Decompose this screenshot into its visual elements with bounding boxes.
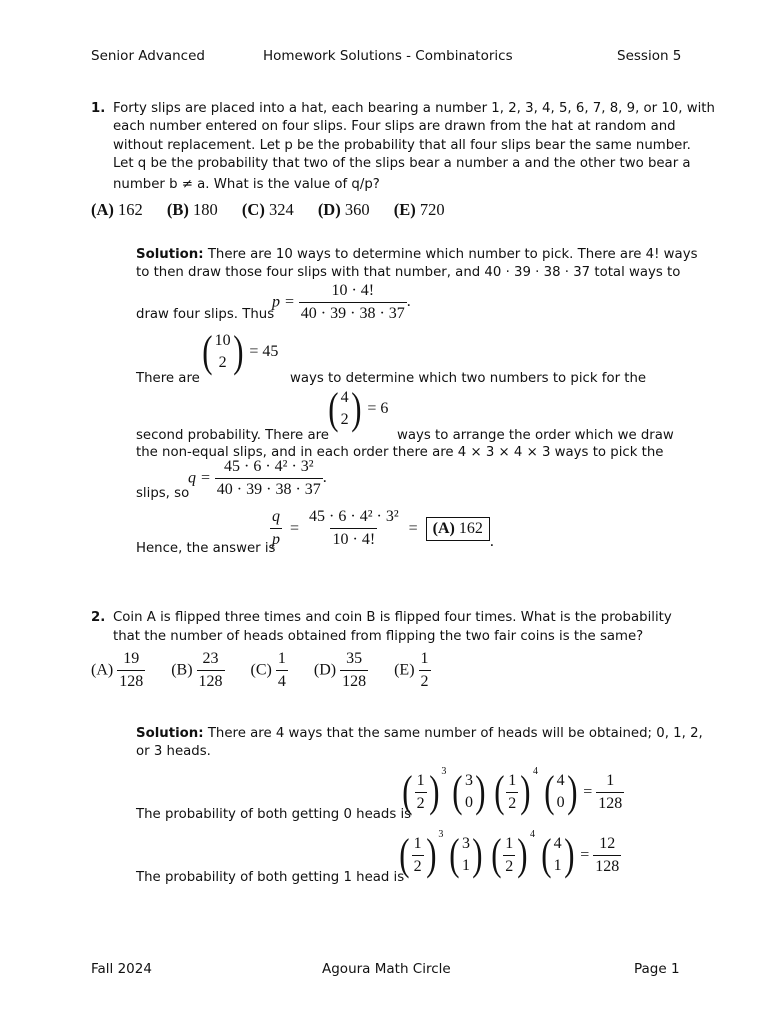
problem-1-line-4: Let q be the probability that two of the slips bear a number a and the other two bear a — [113, 156, 691, 171]
choice-e: (E) 720 — [393, 200, 445, 219]
solution-1-line-7: slips, so — [136, 486, 190, 501]
solution-1-line-4b: ways to determine which two numbers to pick for the — [290, 371, 647, 386]
choice-c: (C) $\frac{1}{4}$ — [250, 650, 286, 690]
problem-1-line-1: Forty slips are placed into a hat, each bearing a number 1, 2, 3, 4, 5, 6, 7, 8, 9, or 10, with — [113, 101, 715, 116]
problem-2-line-1: Coin A is flipped three times and coin B is flipped four times. What is the probability — [113, 610, 672, 625]
solution-label: Solution: — [136, 247, 204, 262]
solution-1-line-5b: ways to arrange the order which we draw — [397, 428, 674, 443]
choice-b: (B) 180 — [166, 200, 218, 219]
choice-e: (E) $\frac{1}{2}$ — [394, 650, 429, 690]
solution-2-line-3: The probability of both getting 0 heads is — [136, 807, 412, 822]
problem-2-number: 2. — [91, 610, 106, 625]
zero-heads-expression: ( $\frac{1}{2}$ ) $^3$ ( 3 0 ) ( $\frac{1}{2}$ ) $^4$ ( 4 0 ) = $\frac{1}{128}$ — [402, 766, 623, 817]
solution-1-line-3: draw four slips. Thus — [136, 307, 275, 322]
solution-1-line-8: Hence, the answer is — [136, 541, 276, 556]
solution-1-line-2: to then draw those four slips with that number, and 40 · 39 · 38 · 37 total ways to — [136, 265, 681, 280]
header-left: Senior Advanced — [91, 48, 205, 64]
footer-left: Fall 2024 — [91, 961, 152, 977]
header-right: Session 5 — [617, 48, 682, 64]
answer-box: (A) 162 — [426, 517, 490, 541]
problem-1-line-3: without replacement. Let p be the probability that all four slips bear the same number. — [113, 138, 691, 153]
binom-10-2: ( 10 2 ) = 45 — [202, 327, 279, 376]
choice-d: (D) $\frac{35}{128}$ — [313, 650, 367, 690]
problem-1-line-2: each number entered on four slips. Four slips are drawn from the hat at random and — [113, 119, 676, 134]
problem-1-number: 1. — [91, 101, 106, 116]
problem-1-choices — [91, 200, 445, 220]
p-equation: p = $\frac{10 \cdot 4!}{40 \cdot 39 \cdot 38 \cdot 37}$ . — [272, 282, 411, 322]
footer-center: Agoura Math Circle — [322, 961, 451, 977]
choice-d: (D) 360 — [317, 200, 370, 219]
answer-equation: $\frac{q}{p}$ = $\frac{\text{45 · 6 · 4² · 3²}}{10 \cdot 4!}$ = (A) 162. — [272, 508, 494, 551]
problem-2-choices — [91, 650, 431, 691]
solution-1-line-6: the non-equal slips, and in each order there are 4 × 3 × 4 × 3 ways to pick the — [136, 445, 664, 460]
solution-label: Solution: — [136, 726, 204, 741]
header-center: Homework Solutions - Combinatorics — [263, 48, 513, 64]
problem-1-line-5: number b ≠ a. What is the value of q/p? — [113, 177, 380, 192]
solution-2-line-1: Solution: There are 4 ways that the same number of heads will be obtained; 0, 1, 2, — [136, 726, 703, 741]
solution-1-line-5: second probability. There are — [136, 428, 329, 443]
solution-1-line-1: Solution: There are 10 ways to determine which number to pick. There are 4! ways — [136, 247, 698, 262]
choice-c: (C) 324 — [241, 200, 294, 219]
one-head-expression: ( $\frac{1}{2}$ ) $^3$ ( 3 1 ) ( $\frac{1}{2}$ ) $^4$ ( 4 1 ) = $\frac{12}{128}$ — [399, 829, 620, 880]
solution-1-line-4: There are — [136, 371, 200, 386]
choice-b: (B) $\frac{23}{128}$ — [171, 650, 223, 690]
solution-2-line-2: or 3 heads. — [136, 744, 211, 759]
binom-4-2: ( 4 2 ) = 6 — [328, 384, 389, 433]
problem-2-line-2: that the number of heads obtained from flipping the two fair coins is the same? — [113, 629, 644, 644]
solution-2-line-4: The probability of both getting 1 head is — [136, 870, 405, 885]
footer-right: Page 1 — [634, 961, 680, 977]
choice-a: (A) 162 — [91, 200, 143, 219]
choice-a: (A) $\frac{19}{128}$ — [91, 650, 144, 690]
q-equation: q = $\frac{\text{45 · 6 · 4² · 3²}}{40 \cdot 39 \cdot 38 \cdot 37}$ . — [188, 458, 327, 498]
